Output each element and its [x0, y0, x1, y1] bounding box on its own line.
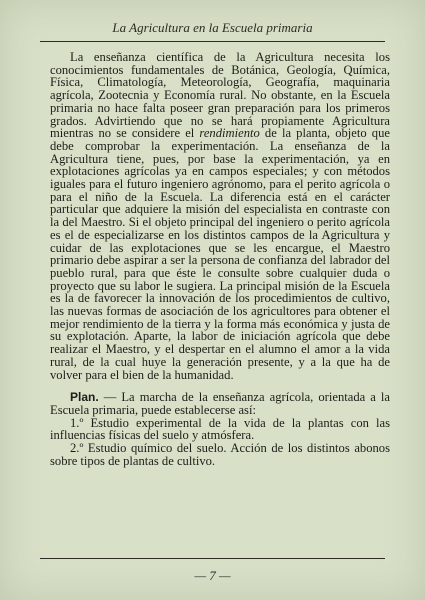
emphasis-text: rendimiento [199, 126, 260, 141]
body-paragraph [50, 51, 390, 381]
list-item: 1.º Estudio experimental de la vida de la plantas con las influencias físicas del suelo y atmósfera. [50, 415, 390, 443]
header-rule [40, 41, 385, 42]
footer-rule [40, 558, 385, 559]
list-item: 2.º Estudio químico del suelo. Acción de los distintos abonos sobre tipos de plantas de cultivo. [50, 441, 390, 468]
page-body [50, 51, 390, 468]
plan-label: Plan. [70, 390, 99, 405]
paragraph-text-continued: de la planta, objeto que debe comprobar la experimentación. La enseñanza de la Agricultura tiene, pues, por base la experimentación, ya en explotaciones agrícolas ya en campos especiales; y con métodos iguales para el futuro ingeniero agrónomo, para el perito agrícola o para el niño de la Escuela. La diferencia está en el carácter particular que adquiere la misión del especialista en contraste con la del Maestro. Si el objeto principal del ingeniero o perito agrícola es el de especializarse en los distintos campos de la Agricultura y cuidar de las explotaciones que se les encargue, el Maestro primario debe aspirar a ser la persona de confianza del labrador del pueblo rural, para que éste le consulte sobre cualquier duda o proyecto que su labor le sugiera. La principal misión de la Escuela es la de favorecer la innovación de los procedimientos de cultivo, las nuevas formas de asociación de los agricultores para obtener el mejor rendimiento de la tierra y la forma más económica y justa de su explotación. Aparte, la labor de iniciación agrícola que debe realizar el Maestro, y el despertar en el alumno el amor a la vida rural, de la cual huye la generación presente, y a la que ha de volver para el bien de la humanidad. [50, 126, 390, 382]
paragraph-text: La enseñanza científica de la Agricultura necesita los conocimientos fundamentales de Botánica, Geología, Química, Física, Climatología, Meteorología, Geografía, maquinaria agrícola, Zootecnia y Economía rural. No obstante, en la Escuela primaria no hace falta poseer gran preparación para los primeros grados. Advirtiendo que no se hará propiamente Agricultura mientras no se considere el [50, 50, 390, 141]
plan-text: — La marcha de la enseñanza agrícola, orientada a la Escuela primaria, puede establecerse así: [50, 390, 390, 417]
running-head: La Agricultura en la Escuela primaria [112, 20, 313, 35]
plan-paragraph [50, 391, 390, 416]
page-number: — 7 — [194, 568, 231, 583]
